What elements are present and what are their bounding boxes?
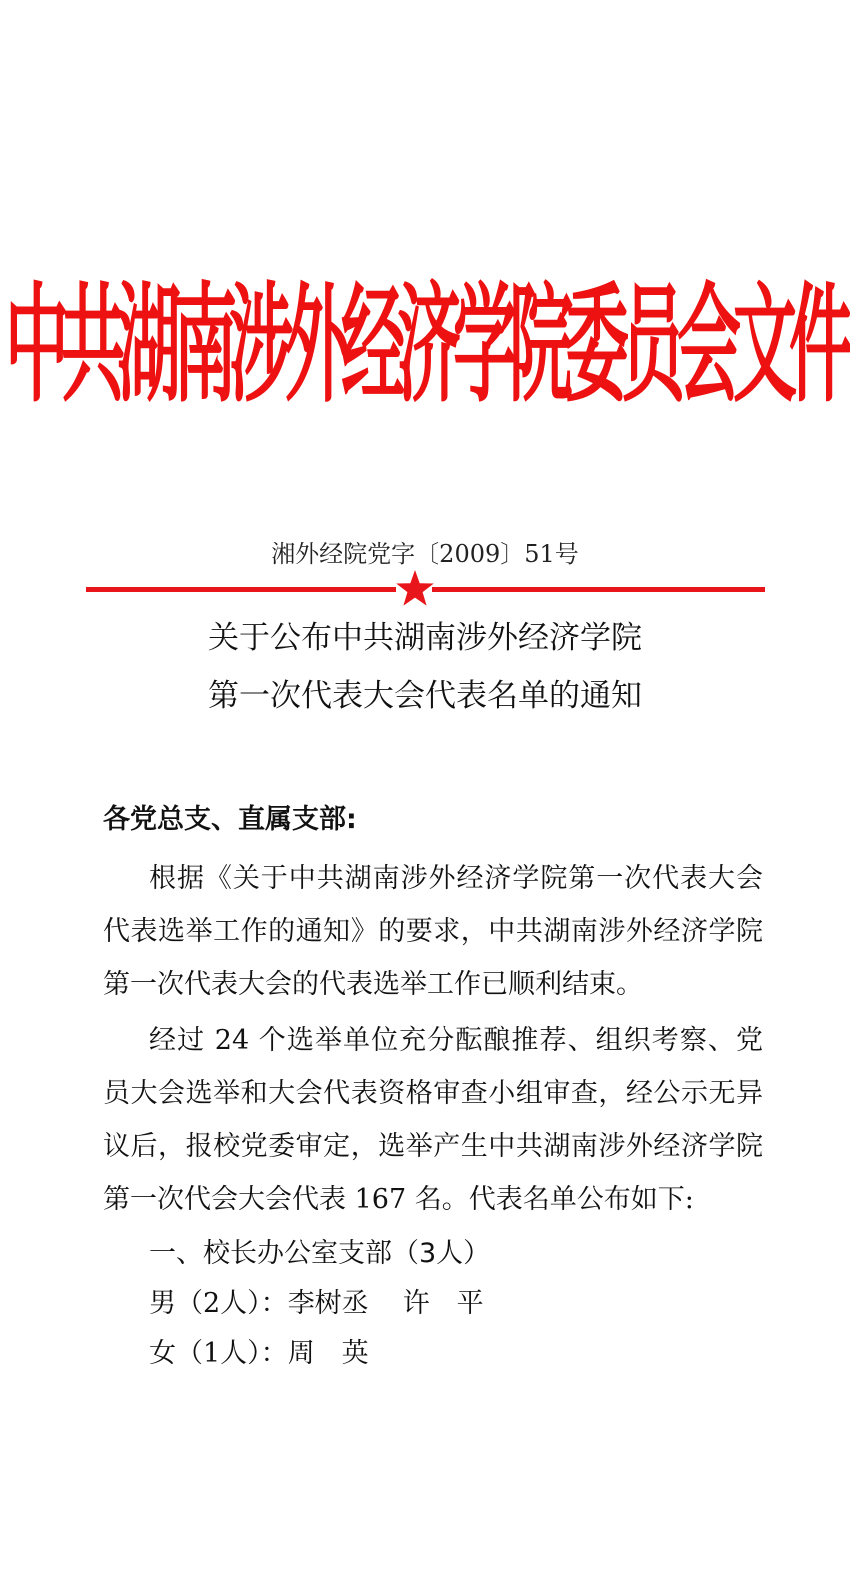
female-members-line: [149, 1334, 403, 1374]
star-icon: [395, 568, 435, 608]
female-member-names: [288, 1338, 403, 1369]
body-paragraph-2: 经过 24 个选举单位充分酝酿推荐、组织考察、党员大会选举和大会代表资格审查小组审查，经公示无异议后，报校党委审定，选举产生中共湖南涉外经济学院第一次代会大会代表 167 名。代表名单公布如下:: [103, 1025, 763, 1215]
masthead-title: 中共湖南涉外经济学院委员会文件: [5, 273, 845, 421]
notice-title-line-2: 第一次代表大会代表名单的通知: [208, 678, 642, 714]
document-number: 湘外经院党字〔2009〕51号: [271, 540, 579, 568]
female-members-label: 女（1人）：: [149, 1338, 288, 1369]
red-rule-left: [86, 587, 396, 592]
male-members-label: 男（2人）：: [149, 1288, 288, 1319]
body-paragraph-1: 根据《关于中共湖南涉外经济学院第一次代表大会代表选举工作的通知》的要求，中共湖南涉外经济学院第一次代表大会的代表选举工作已顺利结束。: [103, 863, 763, 1000]
red-rule-right: [432, 587, 765, 592]
star-shape: [396, 570, 434, 606]
notice-title-line-1: 关于公布中共湖南涉外经济学院: [208, 620, 642, 656]
section-heading: 一、校长办公室支部（3人）: [149, 1238, 491, 1269]
member-name: 许 平: [402, 1288, 484, 1319]
male-members-line: [149, 1284, 518, 1324]
member-name: 李树丞: [287, 1288, 369, 1319]
member-name: 周 英: [287, 1338, 369, 1369]
salutation: 各党总支、直属支部:: [103, 804, 357, 835]
male-member-names: [288, 1288, 518, 1319]
